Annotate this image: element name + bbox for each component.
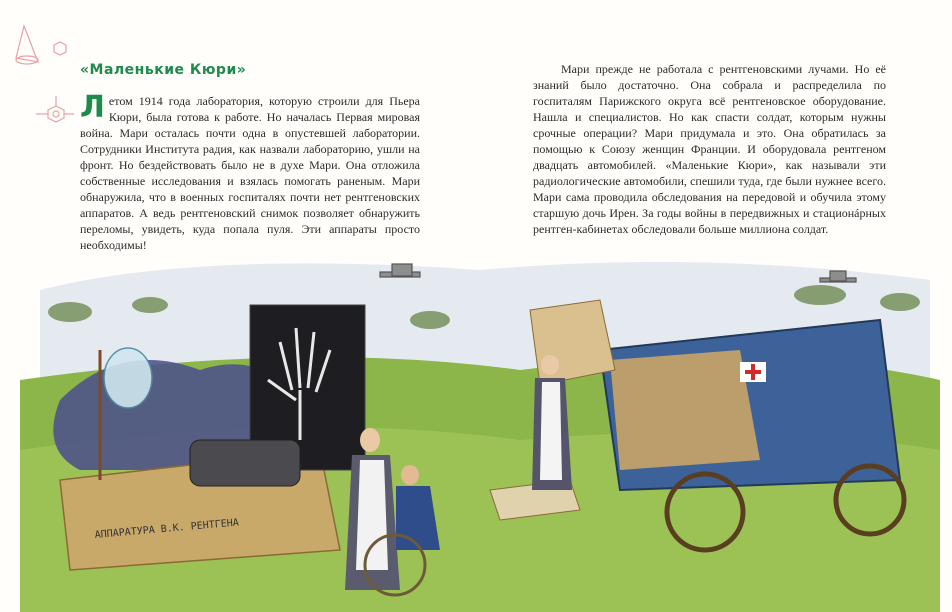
right-text-column [533, 61, 886, 237]
war-xray-illustration [0, 250, 952, 612]
xray-tube [104, 348, 152, 408]
left-paragraph: етом 1914 года лаборатория, которую строили для Пьера Кюри, была готова к работе. Но началась Первая мировая война. Мари осталась почти одна в опустевшей лаборатории. Сотрудники Института радия, как назвали лабораторию, ушли на фронт. Но бездействовать было не в духе Мари. Она отложила собственные исследования и взялась помогать раненым. Мари обнаружила, что в военных госпиталях почти нет рентгеновских аппаратов. А ведь рентгеновский снимок позволяет обнаружить переломы, увидеть, куда попала пуля. Эти аппараты просто необходимы! [80, 94, 420, 252]
generator-coil [190, 440, 300, 486]
chapter-title: «Маленькие Кюри» [80, 62, 247, 78]
illustration-caption: АППАРАТУРА В.К. РЕНТГЕНА [94, 517, 240, 541]
left-text-column [80, 90, 420, 253]
right-paragraph: Мари прежде не работала с рентгеновскими лучами. Но её знаний было достаточно. Она собрала и распределила по госпиталям Парижского округа всё рентгеновское оборудование. Нашла и специалистов. Но как спасти солдат, которым нужны срочные операции? Мари придумала и это. Она обратилась за помощью к Союзу женщин Франции. И оборудовала рентгеном двадцать автомобилей. «Маленькие Кюри», как называли эти радиологические автомобили, спешили туда, где были нужнее всего. Мари сама проводила обследования на передовой и обучила этому старшую дочь Ирен. За годы войны в передвижных и стационáрных рентген-кабинетах обследовали больше миллиона солдат. [533, 62, 886, 236]
chemistry-decoration-icon [8, 18, 78, 138]
drop-cap: Л [80, 90, 105, 125]
